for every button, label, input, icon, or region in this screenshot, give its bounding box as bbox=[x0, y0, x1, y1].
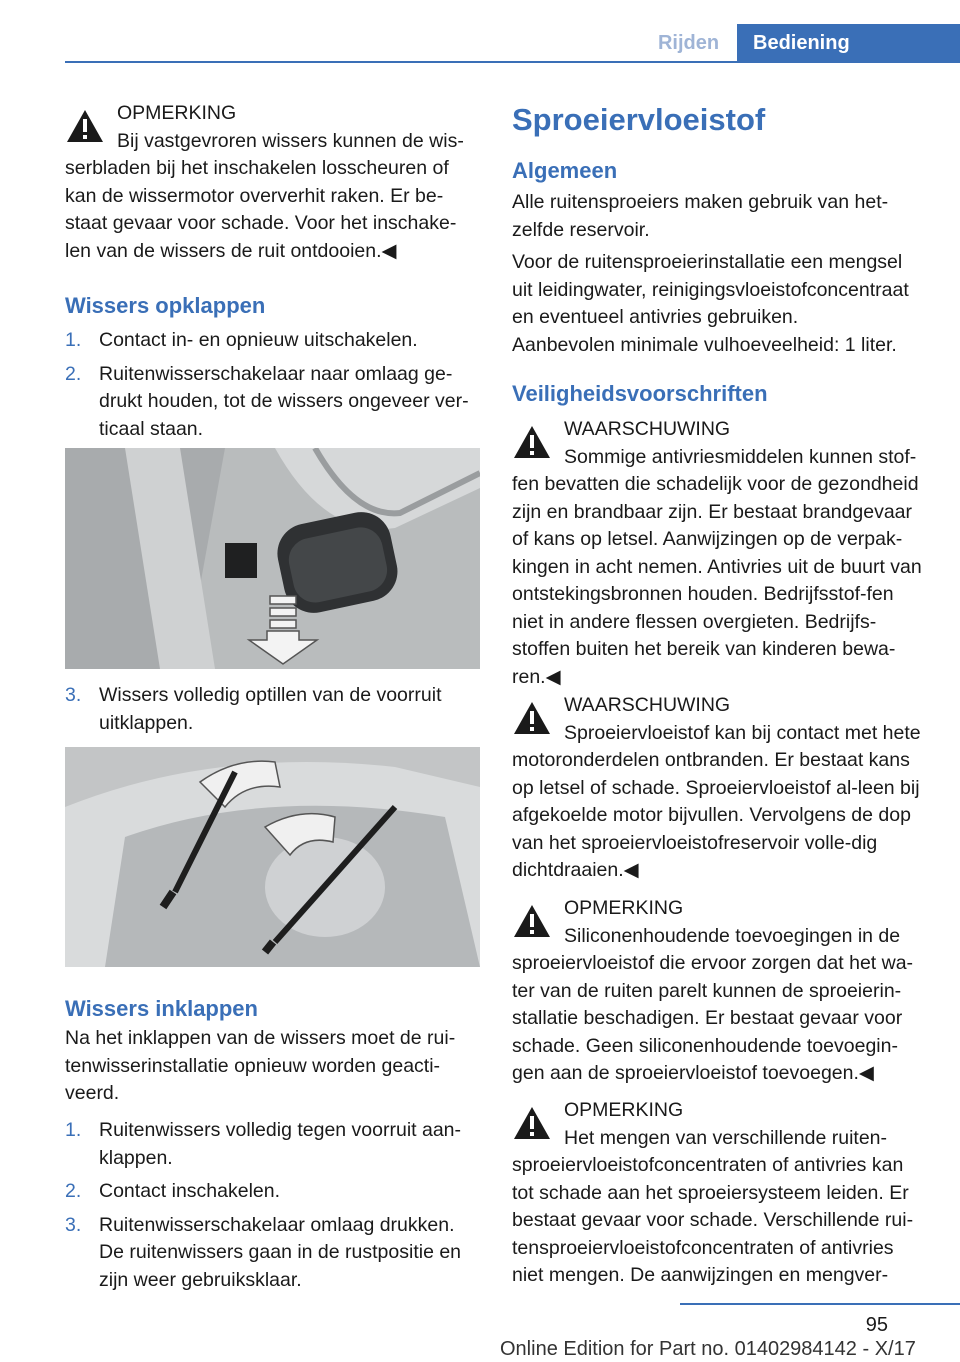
edition-footer: Online Edition for Part no. 01402984142 - X/17 bbox=[500, 1338, 916, 1360]
note-title: WAARSCHUWING bbox=[564, 418, 731, 440]
paragraph-inklappen-intro: Na het inklappen van de wissers moet de rui-tenwisserinstallatie opnieuw worden geacti-veerd. bbox=[65, 1027, 456, 1104]
warning-triangle-icon bbox=[512, 700, 552, 736]
paragraph-general-3: Aanbevolen minimale vulhoeveelheid: 1 liter. bbox=[512, 334, 897, 356]
step-text: Contact in- en opnieuw uitschakelen. bbox=[99, 329, 418, 351]
step-text: Ruitenwisserschakelaar naar omlaag ge-drukt houden, tot de wissers ongeveer ver-ticaal staan. bbox=[99, 362, 469, 440]
note-body: Sproeiervloeistof kan bij contact met hete motoronderdelen ontbranden. Er bestaat kans op letsel of schade. Sproeiervloeistof al-leen bij afgekoelde motor bijvullen. Vervolgens de dop van het sproeiervloeistofreservoir volle-dig dichtdraaien.◀ bbox=[512, 721, 921, 881]
tab-rijden[interactable]: Rijden bbox=[657, 32, 720, 54]
step-number: 3. bbox=[65, 1213, 82, 1236]
step-text: Ruitenwisserschakelaar omlaag drukken. De ruitenwissers gaan in de rustpositie en zijn weer gebruiksklaar. bbox=[99, 1213, 462, 1291]
paragraph-general-2: Voor de ruitensproeierinstallatie een mengsel uit leidingwater, reinigingsvloeistofconcentraat en eventueel antivries gebruiken. bbox=[512, 251, 909, 328]
safety-note-warning-1 bbox=[512, 416, 927, 691]
safety-note-remark-1 bbox=[512, 895, 927, 1088]
warning-triangle-icon bbox=[512, 1105, 552, 1141]
step-text: Wissers volledig optillen van de voorruit uitklappen. bbox=[99, 684, 442, 734]
left-note-opmerking bbox=[65, 100, 480, 265]
section-title-veiligheid: Veiligheidsvoorschriften bbox=[512, 381, 768, 406]
step-number: 1. bbox=[65, 1119, 82, 1141]
page-number: 95 bbox=[865, 1314, 888, 1336]
step-text: Contact inschakelen. bbox=[99, 1180, 281, 1202]
note-title: OPMERKING bbox=[117, 102, 237, 124]
wiper-switch-figure bbox=[65, 448, 480, 669]
steps-opklappen bbox=[65, 327, 480, 449]
header-rule bbox=[65, 61, 960, 63]
list-item bbox=[65, 1178, 480, 1206]
note-title: WAARSCHUWING bbox=[564, 694, 731, 716]
note-body: Sommige antivriesmiddelen kunnen stof-fen bevatten die schadelijk voor de gezondheid zijn en brandbaar zijn. Er bestaat brandgevaar of kans op letsel. Aanwijzingen op de verpak-kingen in acht nemen. Antivries uit de buurt van ontstekingsbronnen houden. Bedrijfsstof-fen niet in andere flessen overgieten. Bedrijfs-stoffen buiten het bereik van kinderen bewa-ren.◀ bbox=[512, 445, 922, 688]
step-number: 1. bbox=[65, 329, 82, 351]
note-body: Bij vastgevroren wissers kunnen de wis-serbladen bij het inschakelen losscheuren of kan de wissermotor oververhit raken. Er be-staat gevaar voor schade. Voor het inschake-len van de wissers de ruit ontdooien.◀ bbox=[65, 129, 464, 262]
list-item bbox=[65, 361, 480, 444]
page-title: Sproeiervloeistof bbox=[512, 102, 766, 137]
list-item bbox=[65, 327, 480, 355]
step-text: Ruitenwissers volledig tegen voorruit aan-klappen. bbox=[99, 1119, 462, 1169]
step-number: 3. bbox=[65, 684, 82, 706]
note-body: Siliconenhoudende toevoegingen in de sproeiervloeistof die ervoor zorgen dat het wa-ter van de ruiten parelt kunnen de sproeierin-stallatie beschadigen. Er bestaat gevaar voor schade. Geen siliconenhoudende toevoegin-gen aan de sproeiervloeistof toevoegen.◀ bbox=[512, 924, 914, 1084]
warning-triangle-icon bbox=[512, 424, 552, 460]
paragraph-general-1: Alle ruitensproeiers maken gebruik van het-zelfde reservoir. bbox=[512, 191, 889, 241]
step-number: 2. bbox=[65, 1180, 82, 1202]
section-title-algemeen: Algemeen bbox=[512, 158, 618, 183]
safety-note-remark-2 bbox=[512, 1097, 927, 1290]
warning-triangle-icon bbox=[65, 108, 105, 144]
warning-triangle-icon bbox=[512, 903, 552, 939]
note-title: OPMERKING bbox=[564, 897, 684, 919]
section-title-wissers-inklappen: Wissers inklappen bbox=[65, 996, 258, 1021]
steps-opklappen-2 bbox=[65, 682, 480, 743]
section-title-wissers-opklappen: Wissers opklappen bbox=[65, 293, 266, 318]
note-body: Het mengen van verschillende ruiten-sproeiervloeistofconcentraten of antivries kan tot schade aan het sproeiersysteem leiden. Er bestaat gevaar voor schade. Verschillende rui-tensproeiervloeistofconcentraten of antivries niet mengen. De aanwijzingen en mengver- bbox=[512, 1126, 914, 1286]
list-item bbox=[65, 1117, 480, 1172]
steps-inklappen bbox=[65, 1117, 480, 1300]
footer-rule bbox=[680, 1303, 960, 1305]
list-item bbox=[65, 1212, 480, 1295]
step-number: 2. bbox=[65, 362, 82, 385]
wipers-raised-figure bbox=[65, 747, 480, 967]
safety-note-warning-2 bbox=[512, 692, 927, 885]
list-item bbox=[65, 682, 480, 737]
note-title: OPMERKING bbox=[564, 1099, 684, 1121]
tab-bediening[interactable]: Bediening bbox=[737, 24, 960, 61]
